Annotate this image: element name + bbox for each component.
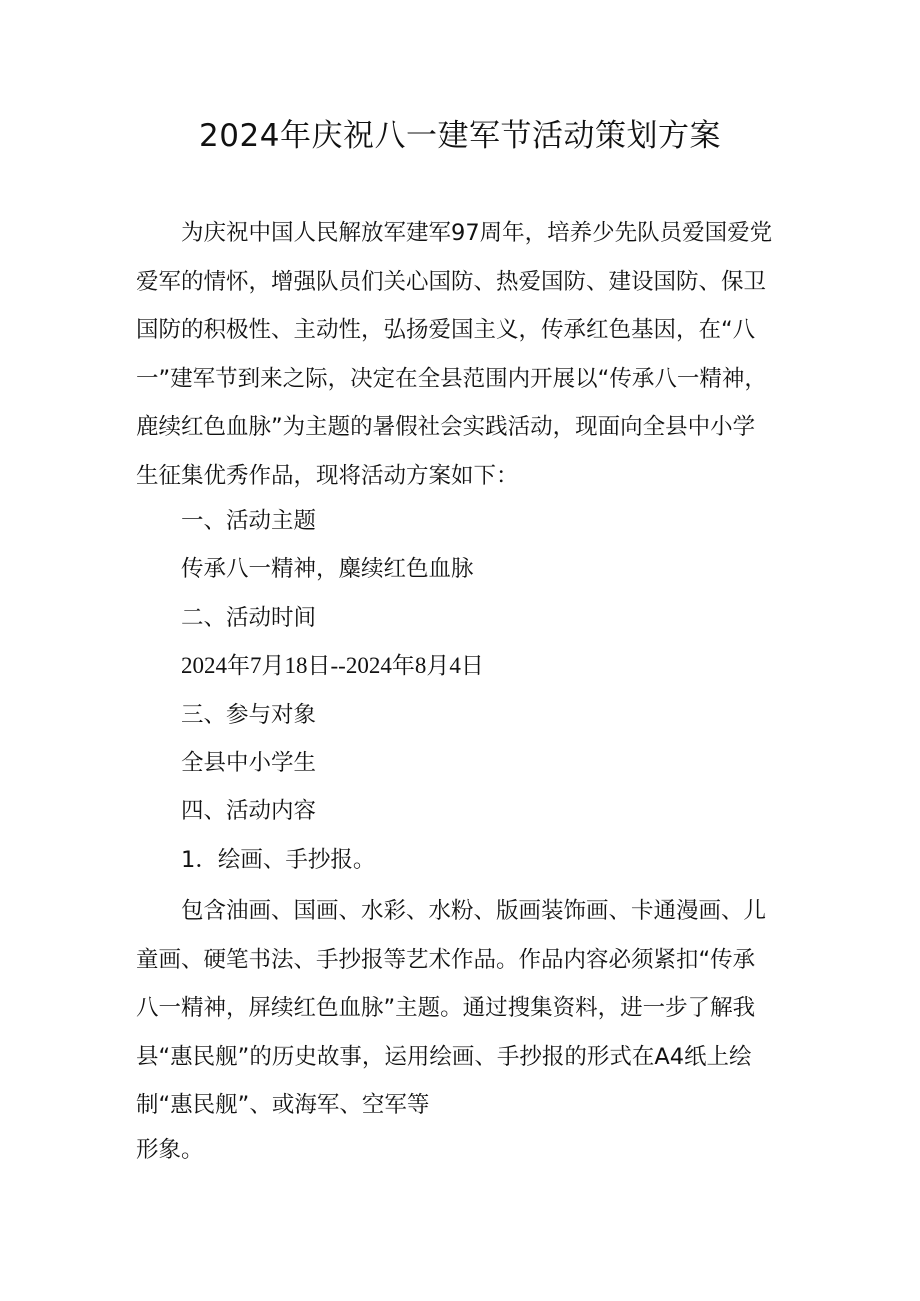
intro-line: 生征集优秀作品，现将活动方案如下： <box>136 462 519 489</box>
tail-line: 形象。 <box>136 1137 204 1163</box>
intro-paragraph <box>136 209 796 500</box>
section2-heading: 二、活动时间 <box>181 605 317 631</box>
section3-heading: 三、参与对象 <box>181 702 317 728</box>
section4-item1: 1．绘画、手抄报。 <box>181 847 376 873</box>
section1-heading: 一、活动主题 <box>181 508 317 534</box>
intro-line: 国防的积极性、主动性，弘扬爱国主义，传承红色基因，在“八 <box>136 317 756 343</box>
section4-line: 八一精神，屏续红色血脉”主题。通过搜集资料，进一步了解我 <box>136 995 756 1021</box>
section3-body: 全县中小学生 <box>181 750 317 776</box>
document-title: 2024年庆祝八一建军节活动策划方案 <box>199 118 721 154</box>
section4-line: 童画、硬笔书法、手抄报等艺术作品。作品内容必须紧扣“传承 <box>136 946 756 973</box>
section4-line: 制“惠民舰”、或海军、空军等 <box>136 1092 430 1118</box>
intro-line: 一”建军节到来之际，决定在全县范围内开展以“传承八一精神， <box>136 365 767 392</box>
section4-line: 县“惠民舰”的历史故事，运用绘画、手抄报的形式在A4纸上绘 <box>136 1043 752 1070</box>
section4-line: 包含油画、国画、水彩、水粉、版画装饰画、卡通漫画、儿 <box>181 898 767 924</box>
section2-body: 2024年7月18日--2024年8月4日 <box>181 653 484 678</box>
section4-heading: 四、活动内容 <box>181 798 317 824</box>
section4-paragraph <box>136 887 796 1130</box>
section1-body: 传承八一精神，麋续红色血脉 <box>181 556 474 582</box>
intro-line: 爱军的情怀，增强队员们关心国防、热爱国防、建设国防、保卫 <box>136 268 767 295</box>
intro-line: 为庆祝中国人民解放军建军97周年，培养少先队员爱国爱党 <box>181 220 773 246</box>
intro-line: 鹿续红色血脉”为主题的暑假社会实践活动，现面向全县中小学 <box>136 414 756 440</box>
